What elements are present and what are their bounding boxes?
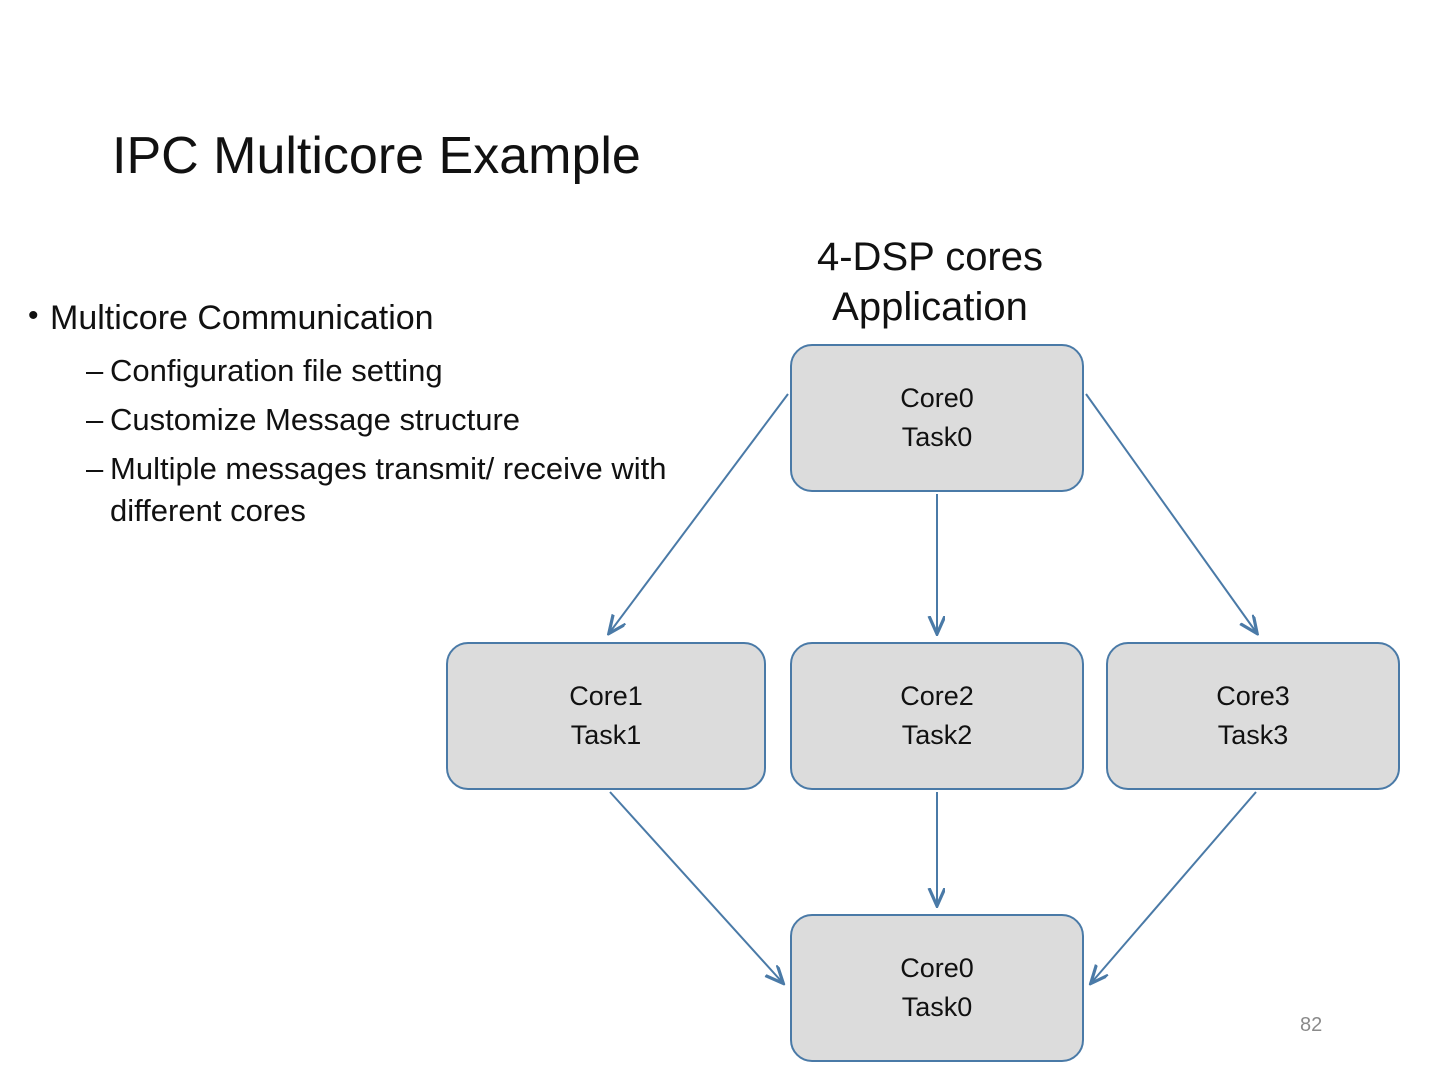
node-line1: Core2 xyxy=(900,680,974,711)
node-line1: Core0 xyxy=(900,952,974,983)
bullet-dot-icon: • xyxy=(28,299,39,332)
node-line1: Core1 xyxy=(569,680,643,711)
node-line2: Task0 xyxy=(901,422,973,452)
node-line2: Task1 xyxy=(570,720,642,750)
node-core1-task1[interactable] xyxy=(446,642,766,790)
multicore-diagram xyxy=(430,222,1430,1072)
bullet-level1-label: Multicore Communication xyxy=(50,299,434,337)
diagram-caption-line1: 4-DSP cores xyxy=(816,235,1043,279)
diagram-caption-line2: Application xyxy=(832,285,1028,329)
node-line1: Core0 xyxy=(900,382,974,413)
node-core0-task0-bottom[interactable] xyxy=(790,914,1084,1062)
node-core2-task2[interactable] xyxy=(790,642,1084,790)
bullet-dash-icon: – xyxy=(86,451,104,487)
page-title: IPC Multicore Example xyxy=(112,127,641,185)
edge-core0-to-core1 xyxy=(610,394,788,632)
node-line1: Core3 xyxy=(1216,680,1290,711)
node-line2: Task0 xyxy=(901,992,973,1022)
node-core0-task0-top[interactable] xyxy=(790,344,1084,492)
edge-core0-to-core3 xyxy=(1086,394,1256,632)
node-line2: Task2 xyxy=(901,720,973,750)
bullet-level2-label: Configuration file setting xyxy=(110,352,443,388)
node-core3-task3[interactable] xyxy=(1106,642,1400,790)
edge-core1-to-core0 xyxy=(610,792,782,982)
bullet-level2-label: Customize Message structure xyxy=(110,402,521,438)
edge-core3-to-core0 xyxy=(1092,792,1256,982)
bullet-dash-icon: – xyxy=(86,352,104,388)
bullet-dash-icon: – xyxy=(86,402,104,438)
page-number: 82 xyxy=(1300,1014,1323,1036)
bullet-level2-label: Multiple messages transmit/ receive with different cores xyxy=(110,451,667,528)
node-line2: Task3 xyxy=(1217,720,1289,750)
